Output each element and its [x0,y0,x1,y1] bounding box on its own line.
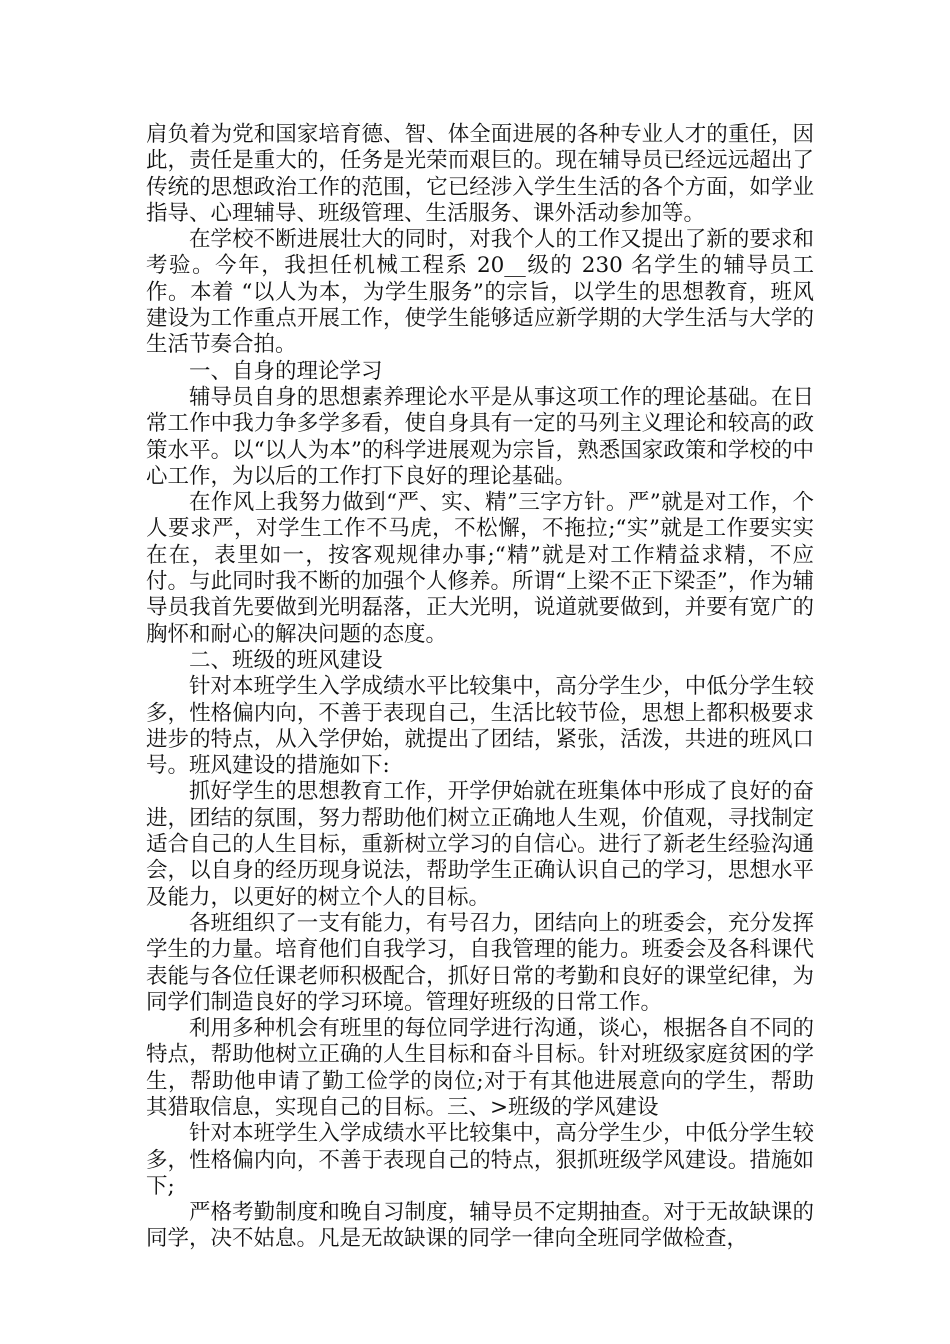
paragraph-work-style: 在作风上我努力做到“严、实、精”三字方针。严”就是对工作，个人要求严，对学生工作不马虎，不松懈，不拖拉;“实”就是工作要实实在在，表里如一，按客观规律办事;“精”就是对工作精益求精，不应付。与此同时我不断的加强个人修养。所谓“上梁不正下梁歪”，作为辅导员我首先要做到光明磊落，正大光明，说道就要做到，并要有宽广的胸怀和耐心的解决问题的态度。 [146,490,814,647]
paragraph-class-committee: 各班组织了一支有能力，有号召力，团结向上的班委会，充分发挥学生的力量。培育他们自我学习，自我管理的能力。班委会及各科课代表能与各位任课老师积极配合，抓好日常的考勤和良好的课堂纪律，为同学们制造良好的学习环境。管理好班级的日常工作。 [146,910,814,1015]
section-heading-class-culture: 二、班级的班风建设 [189,647,383,673]
paragraph-new-requirements: 在学校不断进展壮大的同时，对我个人的工作又提出了新的要求和考验。今年，我担任机械工程系 20__级的 230 名学生的辅导员工作。本着 “以人为本，为学生服务”的宗旨，以学生的思想教育，班风建设为工作重点开展工作，使学生能够适应新学期的大学生活与大学的生活节奏合拍。 [146,227,814,358]
paragraph-study-culture: 针对本班学生入学成绩水平比较集中，高分学生少，中低分学生较多，性格偏内向，不善于表现自己的特点，狠抓班级学风建设。措施如下; [146,1121,814,1199]
paragraph-class-characteristics: 针对本班学生入学成绩水平比较集中，高分学生少，中低分学生较多，性格偏内向，不善于表现自己，生活比较节俭，思想上都积极要求进步的特点，从入学伊始，就提出了团结，紧张，活泼，共进的班风口号。班风建设的措施如下: [146,674,814,779]
paragraph-intro-continued: 肩负着为党和国家培育德、智、体全面进展的各种专业人才的重任，因此，责任是重大的，任务是光荣而艰巨的。现在辅导员已经远远超出了传统的思想政治工作的范围，它已经涉入学生生活的各个方面，如学业指导、心理辅导、班级管理、生活服务、课外活动参加等。 [146,122,814,226]
paragraph-attendance: 严格考勤制度和晚自习制度，辅导员不定期抽查。对于无故缺课的同学，决不姑息。凡是无故缺课的同学一律向全班同学做检查， [146,1200,814,1252]
paragraph-theory-foundation: 辅导员自身的思想素养理论水平是从事这项工作的理论基础。在日常工作中我力争多学多看，使自身具有一定的马列主义理论和较高的政策水平。以“以人为本”的科学进展观为宗旨，熟悉国家政策和学校的中心工作，为以后的工作打下良好的理论基础。 [146,384,814,489]
paragraph-communication: 利用多种机会有班里的每位同学进行沟通，谈心，根据各自不同的特点，帮助他树立正确的人生目标和奋斗目标。针对班级家庭贫困的学生，帮助他申请了勤工俭学的岗位;对于有其他进展意向的学生，帮助其猎取信息，实现自己的目标。三、>班级的学风建设 [146,1016,814,1120]
paragraph-ideological-education: 抓好学生的思想教育工作，开学伊始就在班集体中形成了良好的奋进，团结的氛围，努力帮助他们树立正确地人生观，价值观，寻找制定适合自己的人生目标，重新树立学习的自信心。进行了新老生经验沟通会，以自身的经历现身说法，帮助学生正确认识自己的学习，思想水平及能力，以更好的树立个人的目标。 [146,779,814,910]
document-page [146,122,814,1253]
section-heading-theory-study: 一、自身的理论学习 [189,358,383,384]
